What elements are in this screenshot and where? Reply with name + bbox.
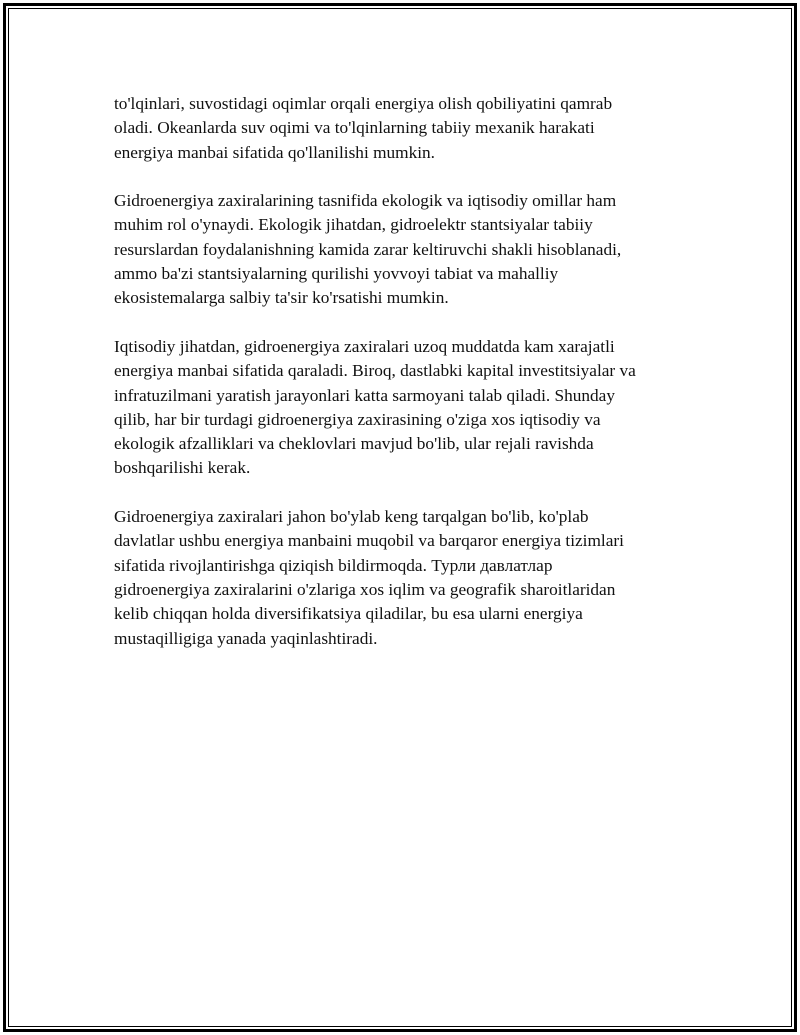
- paragraph-ocean-energy: [114, 92, 674, 165]
- text-line: energiya manbai sifatida qaraladi. Biroq, dastlabki kapital investitsiyalar va: [114, 361, 636, 381]
- text-line: ekosistemalarga salbiy ta'sir ko'rsatishi mumkin.: [114, 288, 449, 308]
- document-body: [114, 92, 674, 675]
- paragraph-ecological-factors: [114, 189, 674, 310]
- text-line: infratuzilmani yaratish jarayonlari katta sarmoyani talab qiladi. Shunday: [114, 385, 615, 405]
- text-line: ammo ba'zi stantsiyalarning qurilishi yovvoyi tabiat va mahalliy: [114, 264, 559, 284]
- paragraph-economic-factors: [114, 335, 674, 481]
- text-line: mustaqilligiga yanada yaqinlashtiradi.: [114, 628, 378, 648]
- paragraph-global-distribution: [114, 505, 674, 651]
- text-line: Iqtisodiy jihatdan, gidroenergiya zaxiralari uzoq muddatda kam xarajatli: [114, 336, 615, 356]
- text-line: boshqarilishi kerak.: [114, 458, 251, 478]
- text-line: oladi. Okeanlarda suv oqimi va to'lqinlarning tabiiy mexanik harakati: [114, 118, 595, 138]
- text-line: resurslardan foydalanishning kamida zarar keltiruvchi shakli hisoblanadi,: [114, 239, 622, 259]
- text-line: gidroenergiya zaxiralarini o'zlariga xos iqlim va geografik sharoitlaridan: [114, 579, 616, 599]
- text-line: davlatlar ushbu energiya manbaini muqobil va barqaror energiya tizimlari: [114, 531, 624, 551]
- text-line: ekologik afzalliklari va cheklovlari mavjud bo'lib, ular rejali ravishda: [114, 434, 594, 454]
- text-line: sifatida rivojlantirishga qiziqish bildirmoqda. Турли давлатлар: [114, 555, 553, 575]
- text-line: kelib chiqqan holda diversifikatsiya qiladilar, bu esa ularni energiya: [114, 604, 583, 624]
- text-line: to'lqinlari, suvostidagi oqimlar orqali energiya olish qobiliyatini qamrab: [114, 94, 613, 113]
- text-line: energiya manbai sifatida qo'llanilishi mumkin.: [114, 142, 435, 162]
- text-line: Gidroenergiya zaxiralarining tasnifida ekologik va iqtisodiy omillar ham: [114, 191, 617, 211]
- text-line: qilib, har bir turdagi gidroenergiya zaxirasining o'ziga xos iqtisodiy va: [114, 409, 601, 429]
- text-line: muhim rol o'ynaydi. Ekologik jihatdan, gidroelektr stantsiyalar tabiiy: [114, 215, 593, 235]
- text-line: Gidroenergiya zaxiralari jahon bo'ylab keng tarqalgan bo'lib, ko'plab: [114, 507, 589, 527]
